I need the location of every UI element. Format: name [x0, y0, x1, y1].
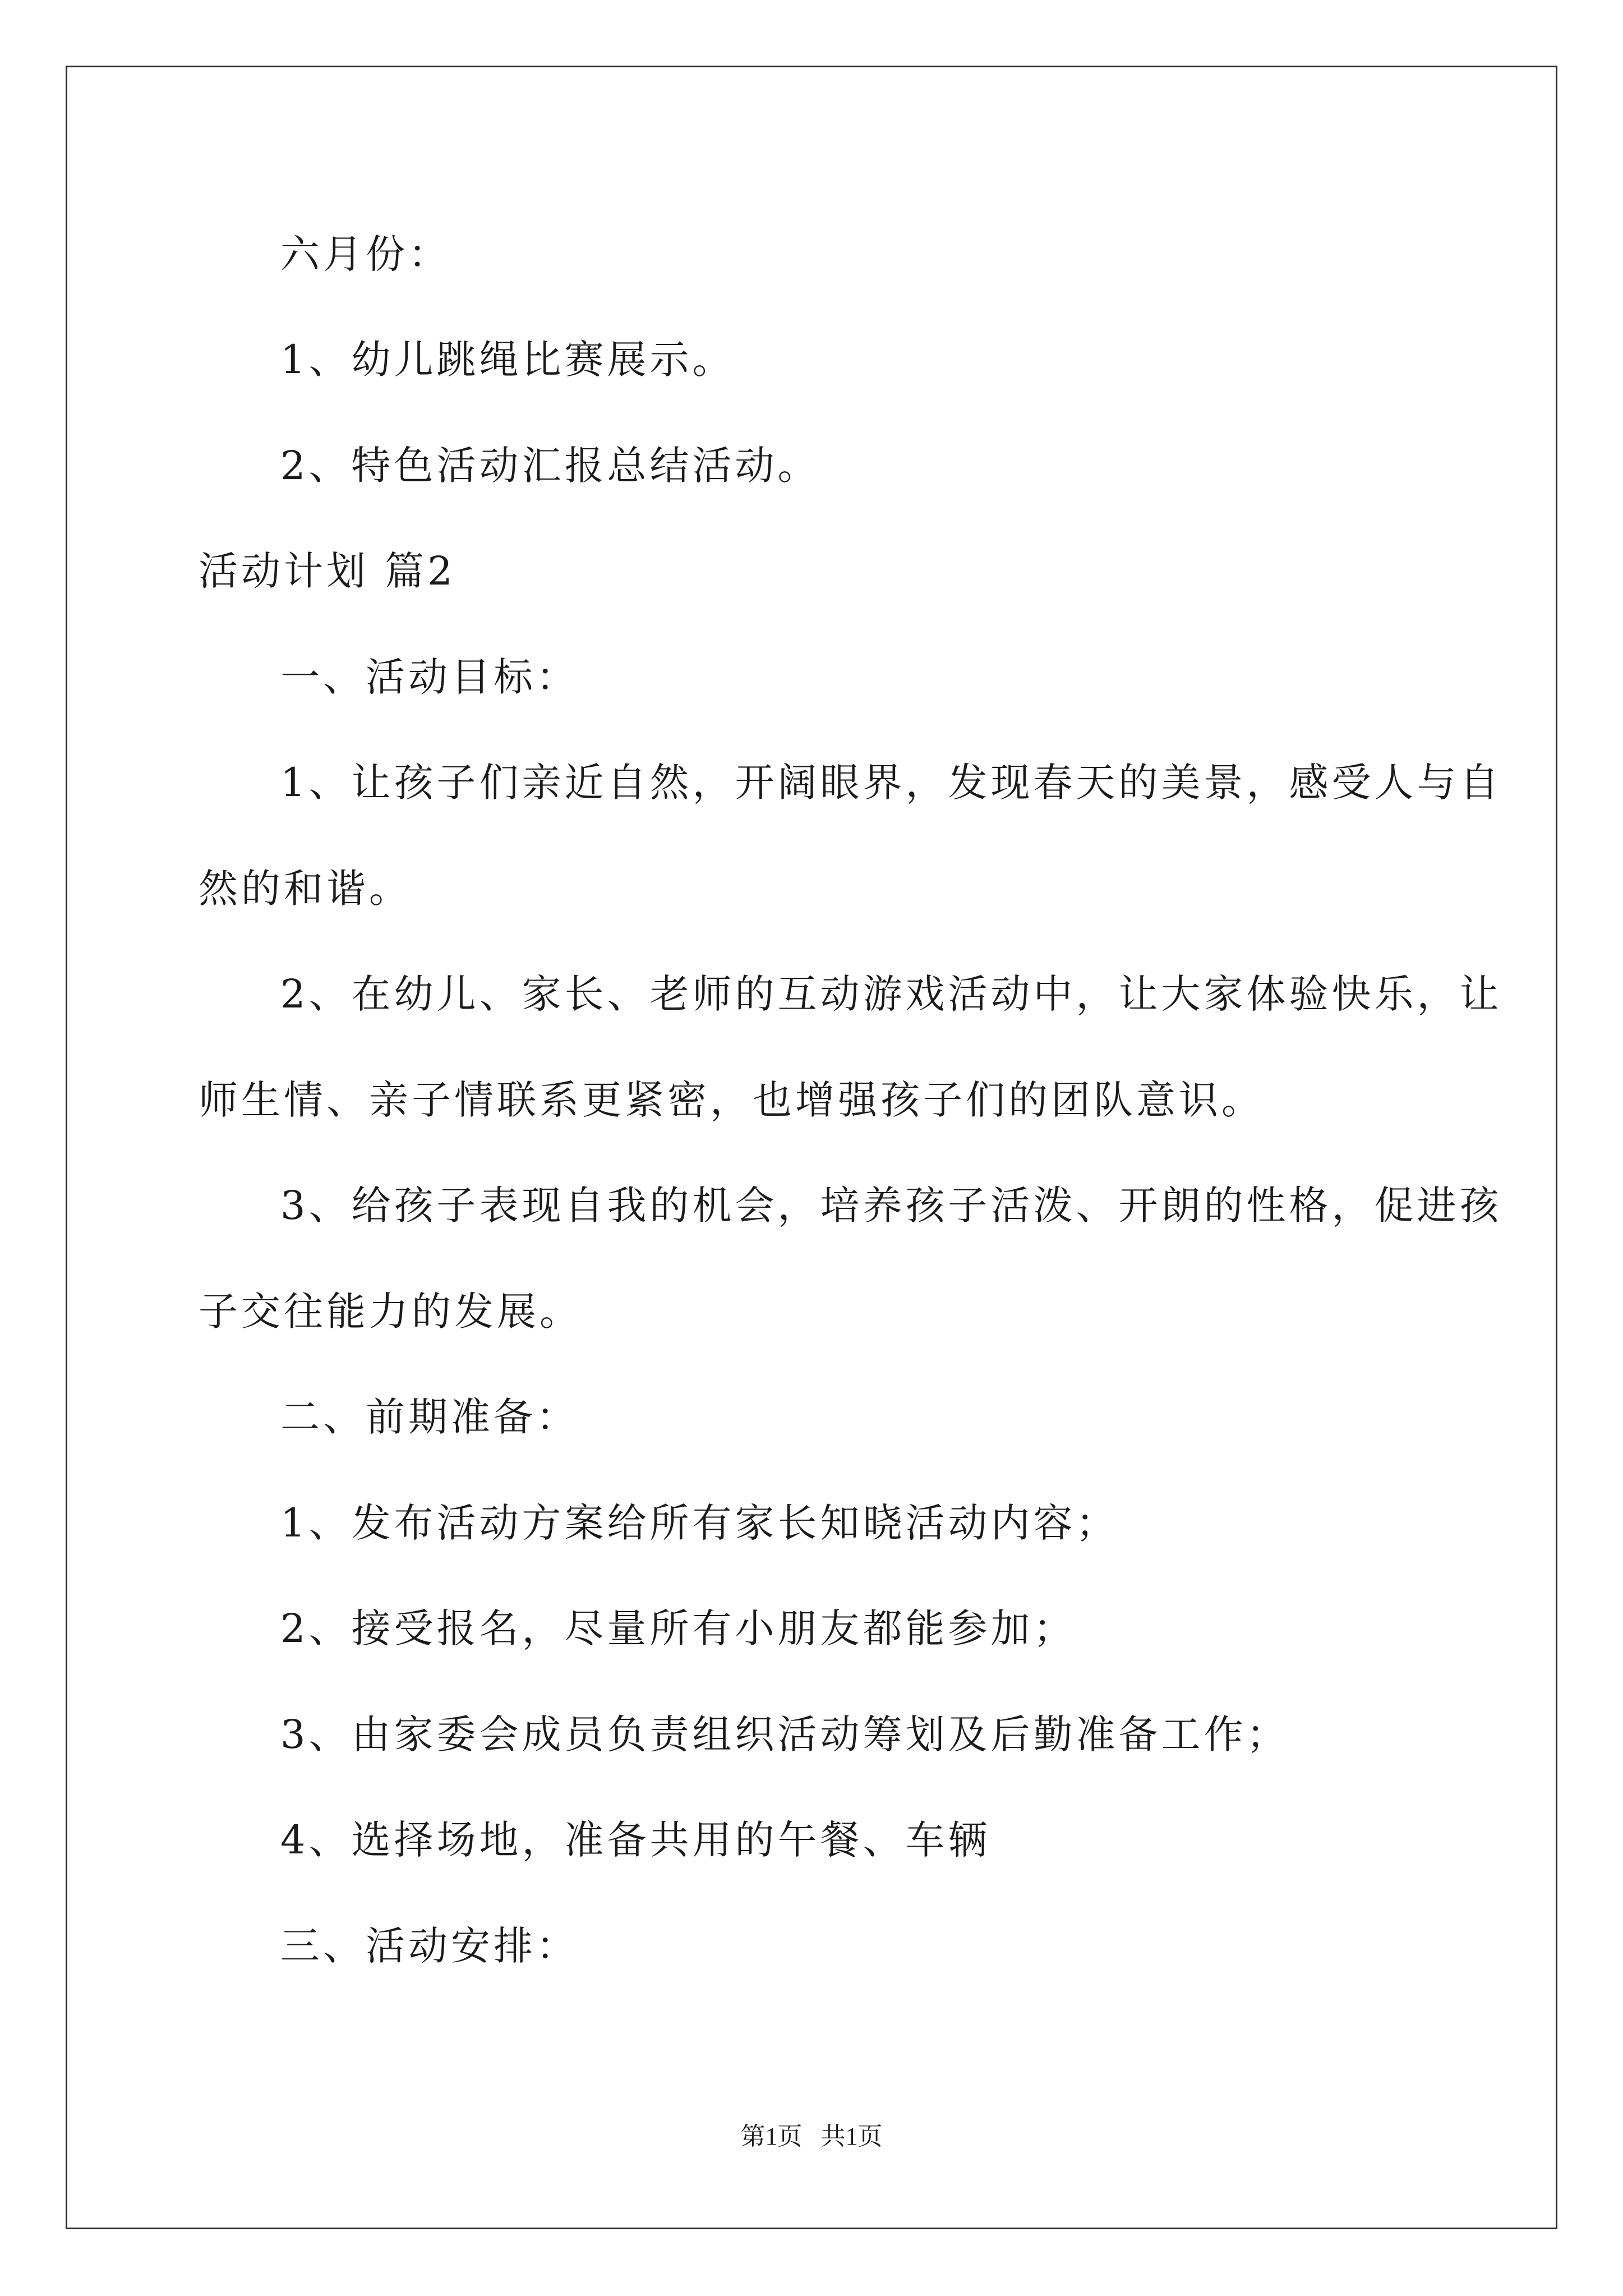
text-line: 4、选择场地，准备共用的午餐、车辆: [280, 1817, 991, 1863]
text-line: 3、由家委会成员负责组织活动筹划及后勤准备工作；: [280, 1711, 1289, 1757]
text-line: 1、让孩子们亲近自然，开阔眼界，发现春天的美景，感受人与自: [280, 760, 1502, 806]
text-line: 2、接受报名，尽量所有小朋友都能参加；: [280, 1605, 1076, 1651]
section-heading: 活动计划 篇2: [199, 548, 456, 594]
text-line: 三、活动安排：: [280, 1923, 579, 1969]
text-line: 一、活动目标：: [280, 654, 579, 700]
text-line: 1、发布活动方案给所有家长知晓活动内容；: [280, 1500, 1119, 1546]
text-line: 师生情、亲子情联系更紧密，也增强孩子们的团队意识。: [199, 1077, 1264, 1123]
text-line: 2、特色活动汇报总结活动。: [280, 443, 820, 489]
text-line: 然的和谐。: [199, 866, 412, 912]
page-border: [66, 66, 1557, 2229]
text-line: 1、幼儿跳绳比赛展示。: [280, 337, 735, 383]
text-line: 子交往能力的发展。: [199, 1289, 582, 1335]
text-line: 3、给孩子表现自我的机会，培养孩子活泼、开朗的性格，促进孩: [280, 1182, 1502, 1228]
text-line: 二、前期准备：: [280, 1394, 579, 1440]
page-footer: 第1页 共1页: [740, 2123, 883, 2150]
text-line: 2、在幼儿、家长、老师的互动游戏活动中，让大家体验快乐，让: [280, 971, 1502, 1017]
text-line: 六月份：: [280, 231, 451, 277]
